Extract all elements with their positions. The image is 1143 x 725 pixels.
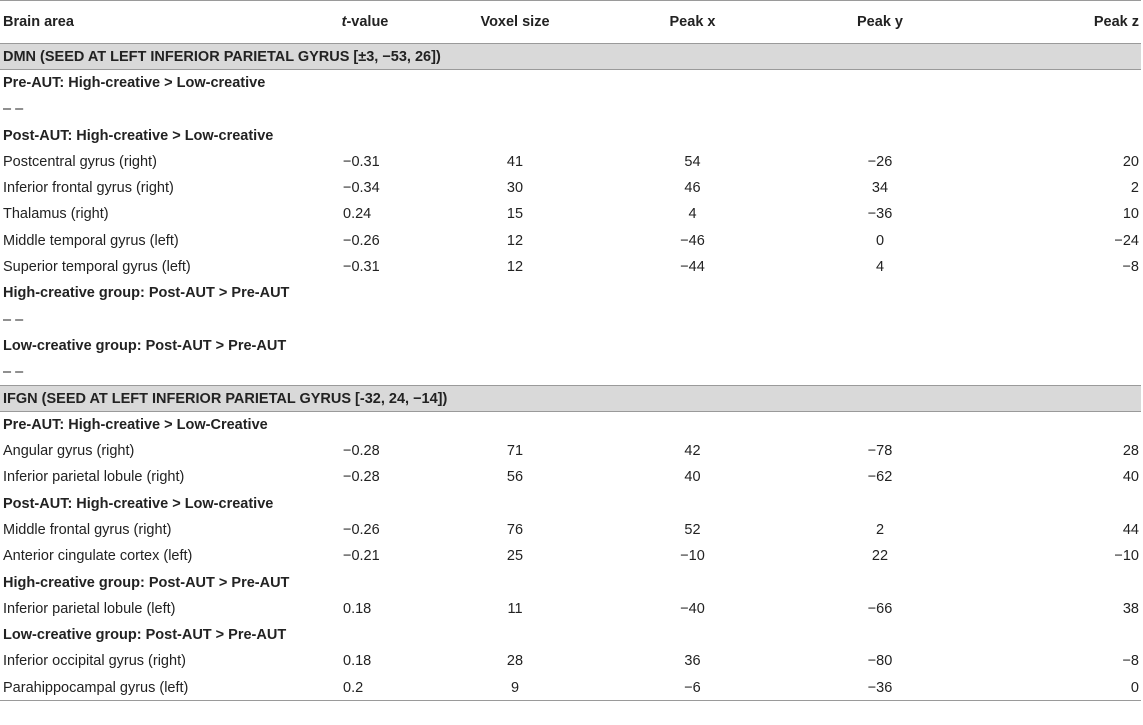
- table-row: [0, 175, 1141, 201]
- header-peak-x: Peak x: [600, 1, 785, 44]
- empty-result-dash: – –: [3, 311, 24, 328]
- cell-voxel-size: 56: [506, 469, 524, 486]
- header-t-value: [300, 1, 430, 44]
- cell-peak-x: −40: [680, 600, 705, 617]
- cell-voxel-size: 41: [506, 153, 524, 170]
- cell-peak-y: 22: [871, 548, 889, 565]
- header-peak-z: Peak z: [975, 1, 1141, 44]
- cell-peak-y: 2: [875, 521, 885, 538]
- table-body: [0, 44, 1141, 701]
- cell-voxel-size: 71: [506, 443, 524, 460]
- empty-result-row: [0, 359, 1141, 385]
- subheading-label: Pre-AUT: High-creative > Low-Creative: [3, 417, 268, 434]
- cell-peak-y: −62: [867, 469, 893, 486]
- cell-t-value: −0.26: [343, 521, 380, 538]
- cell-voxel-size: 11: [507, 600, 523, 617]
- cell-t-value: −0.34: [343, 180, 380, 197]
- cell-peak-x: 46: [684, 180, 701, 197]
- cell-brain-area: Inferior frontal gyrus (right): [3, 180, 174, 197]
- subheading-row: [0, 122, 1141, 148]
- cell-brain-area: Superior temporal gyrus (left): [3, 259, 191, 276]
- cell-voxel-size: 12: [506, 232, 524, 249]
- subheading-label: Post-AUT: High-creative > Low-creative: [3, 495, 274, 512]
- cell-voxel-size: 15: [506, 206, 524, 223]
- cell-peak-z: −8: [1122, 653, 1139, 670]
- cell-peak-z: 38: [1122, 600, 1139, 617]
- cell-peak-x: −10: [680, 548, 705, 565]
- cell-peak-y: −66: [867, 600, 893, 617]
- cell-brain-area: Angular gyrus (right): [3, 443, 135, 460]
- cell-peak-z: 2: [1130, 180, 1139, 197]
- subheading-label: Low-creative group: Post-AUT > Pre-AUT: [3, 337, 287, 354]
- subheading-row: [0, 622, 1141, 648]
- cell-voxel-size: 30: [506, 180, 524, 197]
- table-row: [0, 596, 1141, 622]
- cell-voxel-size: 9: [430, 675, 600, 701]
- cell-voxel-size: 12: [506, 259, 524, 276]
- header-voxel-size: Voxel size: [430, 1, 600, 44]
- table-row: [0, 254, 1141, 280]
- section-header-row: [0, 44, 1141, 70]
- cell-peak-x: 54: [684, 153, 701, 170]
- cell-brain-area: Inferior parietal lobule (left): [3, 600, 176, 617]
- table-row: [0, 675, 1141, 701]
- cell-peak-x: 52: [684, 521, 701, 538]
- header-brain-area: Brain area: [0, 1, 300, 44]
- cell-peak-z: 44: [1122, 521, 1139, 538]
- cell-peak-x: 4: [688, 206, 697, 223]
- cell-peak-y: 4: [875, 259, 885, 276]
- cell-peak-y: −36: [785, 675, 975, 701]
- cell-voxel-size: 25: [506, 548, 524, 565]
- cell-t-value: 0.18: [343, 600, 372, 617]
- cell-brain-area: Postcentral gyrus (right): [3, 153, 157, 170]
- subheading-label: Pre-AUT: High-creative > Low-creative: [3, 75, 266, 92]
- cell-peak-y: 0: [875, 232, 885, 249]
- cell-brain-area: Thalamus (right): [3, 206, 109, 223]
- cell-t-value: −0.26: [343, 232, 380, 249]
- subheading-label: Low-creative group: Post-AUT > Pre-AUT: [3, 627, 287, 644]
- table-row: [0, 149, 1141, 175]
- cell-t-value: 0.18: [343, 653, 372, 670]
- cell-peak-z: 20: [1122, 153, 1139, 170]
- cell-peak-x: −46: [680, 232, 705, 249]
- table-row: [0, 464, 1141, 490]
- subheading-row: [0, 333, 1141, 359]
- cell-brain-area: Anterior cingulate cortex (left): [3, 548, 193, 565]
- empty-result-row: [0, 96, 1141, 122]
- table-row: [0, 228, 1141, 254]
- table-row: [0, 648, 1141, 674]
- cell-peak-y: −36: [867, 206, 893, 223]
- cell-brain-area: Middle temporal gyrus (left): [3, 232, 179, 249]
- cell-peak-z: 10: [1122, 206, 1139, 223]
- cell-peak-z: 40: [1122, 469, 1139, 486]
- cell-t-value: −0.31: [343, 153, 380, 170]
- section-label: IFGN (SEED AT LEFT INFERIOR PARIETAL GYRUS [-32, 24, −14]): [0, 385, 1141, 411]
- section-header-row: [0, 385, 1141, 411]
- subheading-row: [0, 412, 1141, 438]
- table-header: [0, 1, 1141, 44]
- cell-brain-area: Middle frontal gyrus (right): [3, 521, 172, 538]
- cell-peak-x: 42: [684, 443, 701, 460]
- cell-brain-area: Inferior occipital gyrus (right): [3, 653, 186, 670]
- cell-peak-x: 36: [684, 653, 701, 670]
- cell-t-value: −0.28: [343, 443, 380, 460]
- subheading-label: High-creative group: Post-AUT > Pre-AUT: [3, 285, 290, 302]
- cell-peak-y: −78: [867, 443, 893, 460]
- subheading-row: [0, 280, 1141, 306]
- table-row: [0, 201, 1141, 227]
- cell-peak-z: −8: [1122, 259, 1139, 276]
- cell-peak-x: −44: [680, 259, 705, 276]
- empty-result-dash: – –: [3, 101, 24, 118]
- cell-brain-area: Inferior parietal lobule (right): [3, 469, 185, 486]
- cell-t-value: 0.2: [300, 675, 430, 701]
- cell-peak-y: 34: [871, 180, 889, 197]
- cell-peak-x: 40: [684, 469, 701, 486]
- cell-peak-z: −24: [1114, 232, 1139, 249]
- cell-t-value: −0.31: [343, 259, 380, 276]
- header-peak-y: Peak y: [785, 1, 975, 44]
- subheading-label: High-creative group: Post-AUT > Pre-AUT: [3, 574, 290, 591]
- table-row: [0, 438, 1141, 464]
- header-t-rest: -value: [346, 14, 389, 30]
- table-row: [0, 517, 1141, 543]
- cell-peak-z: −10: [1114, 548, 1139, 565]
- subheading-label: Post-AUT: High-creative > Low-creative: [3, 127, 274, 144]
- cell-brain-area: Parahippocampal gyrus (left): [0, 675, 300, 701]
- subheading-row: [0, 70, 1141, 96]
- subheading-row: [0, 491, 1141, 517]
- section-label: DMN (SEED AT LEFT INFERIOR PARIETAL GYRUS [±3, −53, 26]): [0, 44, 1141, 70]
- cell-t-value: −0.28: [343, 469, 380, 486]
- cell-t-value: 0.24: [343, 206, 372, 223]
- cell-peak-x: −6: [600, 675, 785, 701]
- cell-peak-z: 28: [1122, 443, 1139, 460]
- cell-peak-y: −26: [867, 153, 893, 170]
- subheading-row: [0, 569, 1141, 595]
- table-row: [0, 543, 1141, 569]
- cell-t-value: −0.21: [343, 548, 380, 565]
- cell-voxel-size: 76: [506, 521, 524, 538]
- header-t-italic: t: [341, 14, 347, 30]
- cell-peak-y: −80: [867, 653, 893, 670]
- empty-result-row: [0, 306, 1141, 332]
- cell-peak-z: 0: [975, 675, 1141, 701]
- empty-result-dash: – –: [3, 363, 24, 380]
- cell-voxel-size: 28: [506, 653, 524, 670]
